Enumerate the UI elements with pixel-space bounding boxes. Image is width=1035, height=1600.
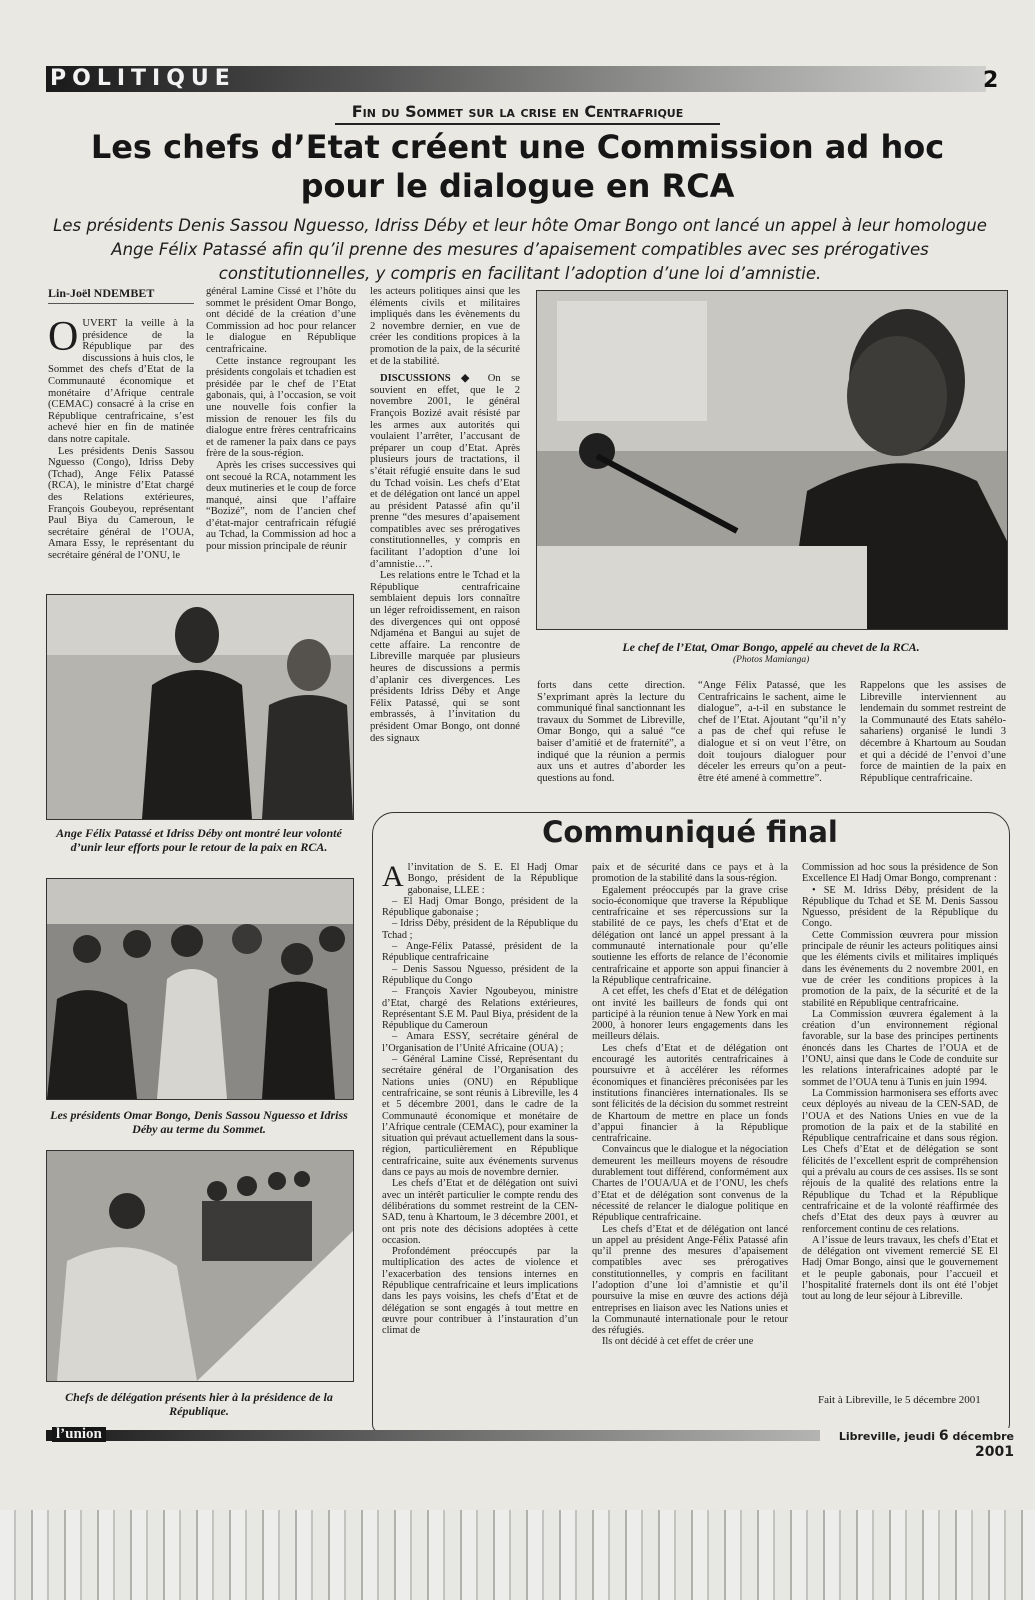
- scan-background-strip: [0, 1510, 1035, 1600]
- communique-paragraph: Profondément préoccupés par la multiplication des actes de violence et l’exacerbation des tensions internes en République centrafricaine et leurs implications dans les pays voisins, les chefs d’Etat et de délégation se sont engagés à tout mettre en œuvre pour contribuer à l’instauration d’un climat de: [382, 1246, 578, 1337]
- communique-paragraph: La Commission harmonisera ses efforts avec ceux déployés au niveau de la CEN-SAD, de l’OUA et des Nations Unies en vue de la promotion de la paix et de la stabilité en République centrafricaine et dans sous région. Les Chefs d’Etat et de délégation se sont félicités de l’excellent esprit de compréhension qui a prévalu au cours de ces assises. Ils se sont réjouis de la qualité des relations entre la République du Tchad et la République centrafricaine et de la volonté réaffirmée des chefs d’Etat des deux pays à œuvrer au renforcement continu de ces relations.: [802, 1087, 998, 1235]
- newspaper-logo: l’union: [52, 1427, 106, 1442]
- article-paragraph: UVERT la veille à la présidence de la République par des discussions à huis clos, le Sommet des chefs d’Etat de la Communauté économique et monétaire d’Afrique centrale (CEMAC) consacré à la crise en République centrafricaine, s’est achevé hier en fin de matinée dans notre capitale.: [48, 318, 194, 445]
- communique-paragraph: – Amara ESSY, secrétaire général de l’Organisation de l’Unité Africaine (OUA) ;: [382, 1031, 578, 1054]
- page-number: 2: [983, 68, 999, 93]
- subhead: DISCUSSIONS ◆: [380, 373, 478, 385]
- photo-delegations-image: [47, 1151, 353, 1381]
- headline: Les chefs d’Etat créent une Commission ad hoc pour le dialogue en RCA: [90, 128, 945, 205]
- communique-paragraph: Ils ont décidé à cet effet de créer une: [602, 1336, 754, 1348]
- article-paragraph: “Ange Félix Patassé, que les Centrafricains le sachent, aime le dialogue”, a-t-il en substance le chef de l’Etat. Ajoutant “qu’il n’y a pas de chef qui refuse le dialogue et si on veut l’être, on doit toujours dialoguer pour déceler les erreurs qu’on a peut-être été amené à commettre”.: [698, 680, 846, 784]
- footer-date-day: 6: [938, 1428, 949, 1444]
- communique-paragraph: La Commission œuvrera également à la création d’un environnement régional favorable, sur la base des principes pertinents énoncés dans les Chartes de l’OUA et de l’ONU, ainsi que dans le Code de conduite sur les relations interafricaines adopté par le sommet de l’OUA tenu à Tunis en juin 1994.: [802, 1008, 998, 1088]
- communique-paragraph: – Général Lamine Cissé, Représentant du secrétaire général de l’Organisation des Nations unies (ONU) en République centrafricaine, se sont réunis à Libreville, les 4 et 5 décembre 2001, dans le cadre de la Communauté économique et monétaire de l’Afrique centrale (CEMAC), pour examiner la situation qui prévaut actuellement dans la sous-région, particulièrement en République centrafricaine, suite aux événements survenus dans ce pays au mois de novembre dernier.: [382, 1054, 578, 1179]
- photo-caption: Les présidents Omar Bongo, Denis Sassou Nguesso et Idriss Déby au terme du Sommet.: [50, 1108, 348, 1136]
- main-photo-image: [537, 291, 1007, 629]
- communique-signoff: Fait à Libreville, le 5 décembre 2001: [818, 1394, 981, 1406]
- article-column-2: [206, 286, 356, 584]
- communique-paragraph: Les chefs d’Etat et de délégation ont lancé un appel au président Ange-Félix Patassé afin qu’il prenne des mesures d’apaisement compatibles avec ses prérogatives constitutionnelles, y compris en facilitant l’adoption d’une loi d’amnistie et qu’il poursuive la mise en œuvre des actions déjà entreprises en liaison avec les Nations unies et la Communauté internationale pour le retour des réfugiés.: [592, 1223, 788, 1337]
- communique-column-3: [802, 862, 998, 1390]
- article-paragraph: les acteurs politiques ainsi que les éléments civils et militaires impliqués dans les évènements du 2 novembre dernier, en vue de créer les conditions propices à la promotion de la paix, de la sécurité et de la stabilité.: [370, 286, 520, 367]
- article-paragraph: Les présidents Denis Sassou Nguesso (Congo), Idriss Deby (Tchad), Ange Félix Patassé (RCA), le ministre d’Etat chargé des Relations extérieures, François Goubeyou, représentant Paul Biya du Cameroun, le secrétaire général de l’OUA, Amara Essy, le représentant du secrétaire général de l’ONU, le: [48, 445, 194, 561]
- drop-cap: O: [48, 318, 79, 360]
- main-photo-caption: Le chef de l’Etat, Omar Bongo, appelé au chevet de la RCA.: [622, 640, 920, 654]
- communique-paragraph: A l’issue de leurs travaux, les chefs d’Etat et de délégation ont vivement remercié SE El Hadj Omar Bongo, ainsi que le gouvernement et le peuple gabonais, pour l’accueil et l’hospitalité fraternels dont ils ont été l’objet tout au long de leur séjour à Libreville.: [802, 1234, 998, 1303]
- communique-paragraph: paix et de sécurité dans ce pays et à la promotion de la stabilité dans la sous-région.: [592, 862, 788, 885]
- photo-caption: Chefs de délégation présents hier à la présidence de la République.: [65, 1390, 333, 1418]
- main-photo: [536, 290, 1008, 630]
- article-paragraph: Les relations entre le Tchad et la République centrafricaine semblaient depuis lors connaître un léger refroidissement, en raison des divergences qui ont opposé Ndjaména et Bangui au sujet de cette affaire. La rencontre de Libreville marquée par plusieurs heures de discussions a permis d’aplanir ces divergences. Les présidents Idriss Déby et Ange Félix Patassé, qui se sont embrassés, à l’invitation du président Omar Bongo, ont donné des signaux: [370, 570, 520, 744]
- article-column-6: [860, 680, 1006, 800]
- photo-credit: (Photos Mamianga): [733, 655, 810, 665]
- communique-paragraph: A cet effet, les chefs d’Etat et de délégation ont invité les bailleurs de fonds qui ont participé à la réunion tenue à New York en mai 2000, à honorer leurs engagements dans les meilleurs délais.: [592, 986, 788, 1043]
- communique-paragraph: – Denis Sassou Nguesso, président de la République du Congo: [382, 963, 578, 986]
- communique-paragraph: Egalement préoccupés par la grave crise socio-économique que traverse la République centrafricaine et ses répercussions sur la stabilité de ce pays, les chefs d’Etat et de délégation ont lancé un appel pressant à la communauté internationale pour qu’elle soutienne les efforts de relance de l’économie centrafricaine et apporte son appui financier à la République centrafricaine.: [592, 884, 788, 986]
- photo-presidents: [46, 878, 354, 1100]
- kicker-underline: [335, 123, 720, 125]
- footer-date-year: 2001: [975, 1444, 1014, 1460]
- photo-delegations: [46, 1150, 354, 1382]
- article-column-5: [698, 680, 846, 800]
- communique-paragraph: • SE M. Idriss Déby, président de la République du Tchad et SE M. Denis Sassou Nguesso, président de la République du Congo.: [802, 884, 998, 930]
- article-paragraph: Cette instance regroupant les présidents congolais et tchadien est présidée par le chef de l’Etat gabonais, qui, à l’occasion, se voit une nouvelle fois confier la mission de renouer les fils du dialogue entre frères centrafricains et de ramener la paix dans ce pays frère de la sous-région.: [206, 355, 356, 460]
- communique-paragraph: – Ange-Félix Patassé, président de la République centrafricaine: [382, 941, 578, 964]
- communique-paragraph: – Idriss Déby, président de la République du Tchad ;: [382, 918, 578, 941]
- article-column-3: [370, 286, 520, 796]
- article-paragraph: général Lamine Cissé et l’hôte du sommet le président Omar Bongo, ont décidé de la création d’une Commission ad hoc pour relancer le dialogue en République centrafricaine.: [206, 286, 356, 355]
- communique-paragraph: Les chefs d’Etat et de délégation ont encouragé les autorités centrafricaines à poursuivre et à accélérer les réformes économiques et financières préconisées par les institutions financières internationales. Ils se sont félicités de la décision du sommet restreint de Khartoum de mettre en place un fonds d’appui financier à la République centrafricaine.: [592, 1042, 788, 1145]
- communique-column-2: [592, 862, 788, 1407]
- article-paragraph: Après les crises successives qui ont secoué la RCA, notamment les deux mutineries et le coup de force manqué, ainsi que l’affaire “Bozizé”, nom de l’ancien chef d’état-major centrafricain réfugié au Tchad, la Commission ad hoc a pour mission principale de réunir: [206, 459, 356, 553]
- byline: Lin-Joël NDEMBET: [48, 286, 194, 304]
- photo-patasse-deby-image: [47, 595, 353, 819]
- communique-column-1: [382, 862, 578, 1407]
- article-paragraph: [370, 373, 520, 570]
- communique-paragraph: l’invitation de S. E. El Hadj Omar Bongo, président de la République gabonaise, LLEE :: [407, 862, 578, 896]
- photo-patasse-deby: [46, 594, 354, 820]
- deck: Les présidents Denis Sassou Nguesso, Idriss Déby et leur hôte Omar Bongo ont lancé un appel à leur homologue Ange Félix Patassé afin qu’il prenne des mesures d’apaisement compatibles avec ses prérogatives constitutionnelles, y compris en facilitant l’adoption d’une loi d’amnistie.: [53, 216, 987, 283]
- article-column-4: [537, 680, 685, 800]
- communique-paragraph: Les chefs d’Etat et de délégation ont suivi avec un intérêt particulier le compte rendu des délibérations du sommet restreint de la CEN-SAD, tenu à Khartoum, le 3 décembre 2001, et ont pris note des décisions adoptées à cette occasion.: [382, 1178, 578, 1246]
- footer-date-prefix: Libreville, jeudi: [838, 1430, 939, 1443]
- drop-cap: A: [382, 862, 404, 893]
- subhead-text: On se souvient en effet, que le 2 novembre 2001, le général François Bozizé avait résisté par les armes aux autorités qui voulaient l’arrêter, l’accusant de préparer un coup d’Etat. Après plusieurs jours de tractations, il s’était réfugié ensuite dans le sud du Tchad voisin. Les chefs d’Etat et de délégation ont lancé un appel au président Patassé afin qu’il prenne “des mesures d’apaisement compatibles avec ses prérogatives constitutionnelles, y compris en facilitant l’adoption d’une loi d’amnistie…”.: [370, 373, 520, 570]
- communique-paragraph: – François Xavier Ngoubeyou, ministre d’Etat, chargé des Relations extérieures, Représentant S.E M. Paul Biya, président de la République du Cameroun: [382, 986, 578, 1032]
- section-rubric: POLITIQUE: [50, 66, 236, 91]
- article-column-1: [48, 318, 194, 584]
- footer-date: [820, 1428, 1014, 1460]
- communique-title: Communiqué final: [542, 815, 838, 849]
- photo-caption: Ange Félix Patassé et Idriss Déby ont montré leur volonté d’unir leur efforts pour le retour de la paix en RCA.: [56, 826, 342, 854]
- communique-paragraph: – El Hadj Omar Bongo, président de la République gabonaise ;: [382, 895, 578, 919]
- communique-paragraph: Convaincus que le dialogue et la négociation demeurent les meilleurs moyens de résoudre durablement tout différend, conformément aux Chartes de l’OUA/UA et de l’ONU, les chefs d’Etat et de délégation sont convenus de la nécessité de relancer le dialogue politique en République centrafricaine.: [592, 1144, 788, 1224]
- article-paragraph: Rappelons que les assises de Libreville interviennent au lendemain du sommet restreint de la Communauté des Etats sahélo-sahariens) organisé le lundi 3 décembre à Khartoum au Soudan et qui a décidé de l’envoi d’une force de maintien de la paix en République centrafricaine.: [860, 680, 1006, 784]
- photo-presidents-image: [47, 879, 353, 1099]
- kicker: Fin du Sommet sur la crise en Centrafrique: [351, 102, 684, 121]
- communique-paragraph: Commission ad hoc sous la présidence de Son Excellence El Hadj Omar Bongo, comprenant :: [802, 862, 998, 885]
- communique-paragraph: Cette Commission œuvrera pour mission principale de réunir les acteurs politiques ainsi que les éléments civils et militaires impliqués dans les événements du 2 novembre 2001, en vue de créer les conditions propices à la promotion de la paix, de la sécurité et de la stabilité en République centrafricaine.: [802, 929, 998, 1009]
- article-paragraph: forts dans cette direction. S’exprimant après la lecture du communiqué final sanctionnant les travaux du Sommet de Libreville, Omar Bongo, qui a salué “ce baiser d’amitié et de fraternité”, a indiqué que la réunion a permis aux uns et autres d’aborder les questions au fond.: [537, 680, 685, 784]
- footer-date-month: décembre: [948, 1430, 1014, 1443]
